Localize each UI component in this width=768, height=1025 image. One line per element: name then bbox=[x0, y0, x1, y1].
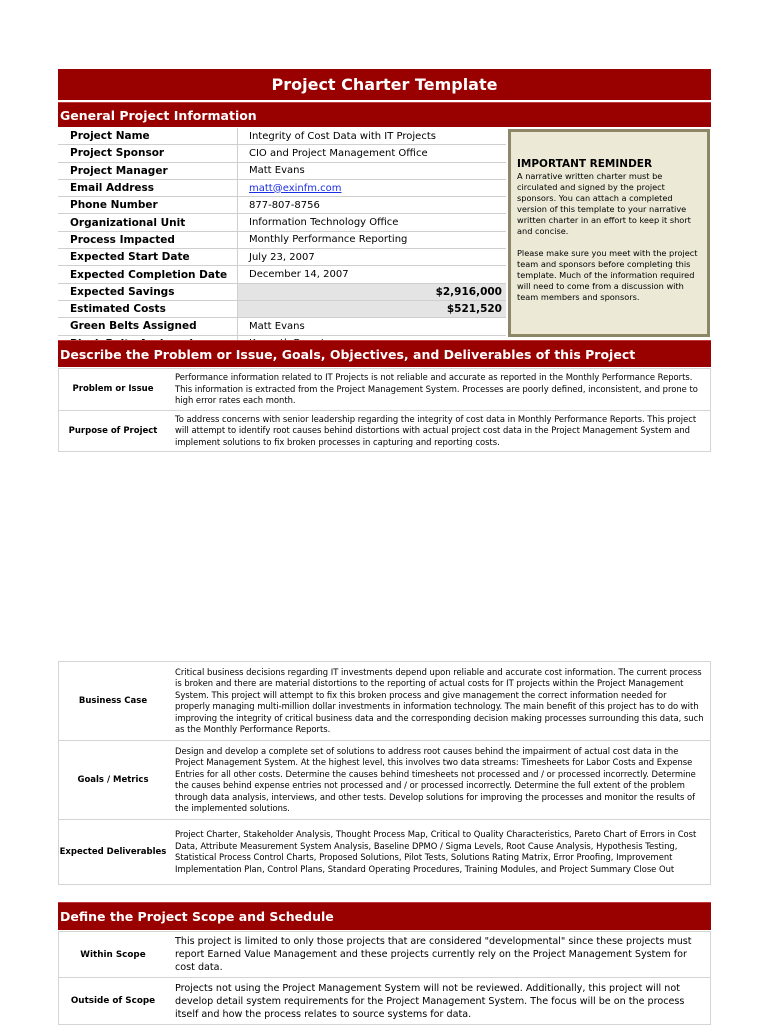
row-text: Projects not using the Project Management System will not be reviewed. Additionally, this project will not develop detail system requirements for the Project Management System. The focus will be on the process itself and how the process relates to source systems for data. bbox=[167, 978, 711, 1025]
email-link[interactable]: matt@exinfm.com bbox=[249, 182, 342, 194]
row-text: Project Charter, Stakeholder Analysis, Thought Process Map, Critical to Quality Characteristics, Pareto Chart of Errors in Cost Data, Attribute Measurement System Analysis, Baseline DPMO / Sigma Levels, Root Cause Analysis, Hypothesis Testing, Statistical Process Control Charts, Proposed Solutions, Pilot Tests, Solutions Rating Matrix, Error Proofing, Improvement Implementation Plan, Control Plans, Standard Operating Procedures, Training Modules, and Project Summary Close Out bbox=[167, 820, 711, 885]
table-row bbox=[59, 978, 711, 1025]
table-row bbox=[58, 214, 506, 231]
important-reminder-box bbox=[508, 129, 710, 337]
field-value: Monthly Performance Reporting bbox=[238, 231, 507, 248]
field-label: Green Belts Assigned bbox=[58, 318, 238, 335]
row-text: Critical business decisions regarding IT investments depend upon reliable and accurate cost information. The current process is broken and there are material distortions to the reporting of actual costs for IT projects within the Project Management System. This project will attempt to fix this broken process and give management the correct information needed for properly managing multi-million dollar investments in information technology. The main benefit of this project has to do with improving the integrity of critical business data and the corresponding decision making processes surrounding this data, such as the Monthly Performance Reports. bbox=[167, 662, 711, 741]
details-table bbox=[58, 661, 711, 885]
field-value: July 23, 2007 bbox=[238, 249, 507, 266]
field-label: Project Name bbox=[58, 128, 238, 145]
table-row bbox=[58, 266, 506, 283]
table-row bbox=[59, 662, 711, 741]
field-label: Email Address bbox=[58, 179, 238, 196]
table-row bbox=[58, 162, 506, 179]
field-value: December 14, 2007 bbox=[238, 266, 507, 283]
field-label: Project Sponsor bbox=[58, 145, 238, 162]
row-text: Performance information related to IT Projects is not reliable and accurate as reported in the Monthly Performance Reports. This information is extracted from the Project Management System. Processes are poorly defined, inconsistent, and prone to high error rates each month. bbox=[167, 369, 711, 411]
field-label: Expected Savings bbox=[58, 283, 238, 300]
row-label: Goals / Metrics bbox=[59, 741, 168, 820]
row-label: Purpose of Project bbox=[59, 410, 168, 452]
field-value bbox=[238, 179, 507, 196]
costs-value: $521,520 bbox=[238, 300, 507, 317]
reminder-heading: IMPORTANT REMINDER bbox=[517, 158, 653, 170]
table-row bbox=[58, 300, 506, 317]
table-row bbox=[58, 145, 506, 162]
row-text: This project is limited to only those projects that are considered "developmental" since these projects must report Earned Value Management and these projects currently rely on the Project Management System for cost data. bbox=[167, 932, 711, 978]
row-label: Outside of Scope bbox=[59, 978, 168, 1025]
table-row bbox=[59, 741, 711, 820]
table-row bbox=[59, 369, 711, 411]
reminder-paragraph: A narrative written charter must be circulated and signed by the project sponsors. You can attach a completed version of this template to your narrative written charter in an effort to keep it short and concise. bbox=[517, 171, 691, 236]
problem-table bbox=[58, 368, 711, 452]
row-label: Problem or Issue bbox=[59, 369, 168, 411]
table-row bbox=[58, 249, 506, 266]
field-label: Expected Completion Date bbox=[58, 266, 238, 283]
section-header-problem: Describe the Problem or Issue, Goals, Objectives, and Deliverables of this Project bbox=[58, 340, 711, 367]
table-row bbox=[58, 197, 506, 214]
field-label: Project Manager bbox=[58, 162, 238, 179]
field-label: Estimated Costs bbox=[58, 300, 238, 317]
row-label: Business Case bbox=[59, 662, 168, 741]
section-header-scope: Define the Project Scope and Schedule bbox=[58, 902, 711, 930]
field-value: Matt Evans bbox=[238, 318, 507, 335]
field-value: 877-807-8756 bbox=[238, 197, 507, 214]
field-label: Phone Number bbox=[58, 197, 238, 214]
scope-table bbox=[58, 931, 711, 1025]
table-row bbox=[59, 932, 711, 978]
general-info-table bbox=[58, 128, 506, 353]
table-row bbox=[58, 283, 506, 300]
table-row bbox=[59, 410, 711, 452]
table-row bbox=[58, 231, 506, 248]
table-row bbox=[58, 128, 506, 145]
reminder-paragraph: Please make sure you meet with the project team and sponsors before completing this template. Much of the information required will need to come from a discussion with team members and sponsors. bbox=[517, 248, 698, 302]
field-label: Organizational Unit bbox=[58, 214, 238, 231]
row-label: Within Scope bbox=[59, 932, 168, 978]
section-header-general: General Project Information bbox=[58, 102, 711, 127]
field-label: Expected Start Date bbox=[58, 249, 238, 266]
table-row bbox=[58, 318, 506, 335]
row-text: To address concerns with senior leadership regarding the integrity of cost data in Monthly Performance Reports. This project will attempt to identify root causes behind distortions with actual project cost data in the Project Management System and implement solutions to fix broken processes in capturing and reporting costs. bbox=[167, 410, 711, 452]
field-value: Information Technology Office bbox=[238, 214, 507, 231]
field-value: Integrity of Cost Data with IT Projects bbox=[238, 128, 507, 145]
field-value: CIO and Project Management Office bbox=[238, 145, 507, 162]
field-value: Matt Evans bbox=[238, 162, 507, 179]
row-label: Expected Deliverables bbox=[59, 820, 168, 885]
table-row bbox=[59, 820, 711, 885]
field-label: Process Impacted bbox=[58, 231, 238, 248]
page-title: Project Charter Template bbox=[58, 69, 711, 100]
savings-value: $2,916,000 bbox=[238, 283, 507, 300]
table-row bbox=[58, 179, 506, 196]
row-text: Design and develop a complete set of solutions to address root causes behind the impairment of actual cost data in the Project Management System. At the highest level, this involves two data streams: Timesheets for Labor Costs and Expense Entries for all other costs. Determine the causes behind timesheets not processed and / or processed incorrectly. Determine the causes behind expense entries not processed and / or processed incorrectly. Determine the full extent of the problem through data analysis, interviews, and other tests. Develop solutions for improving the processes and monitor the results of the implemented solutions. bbox=[167, 741, 711, 820]
